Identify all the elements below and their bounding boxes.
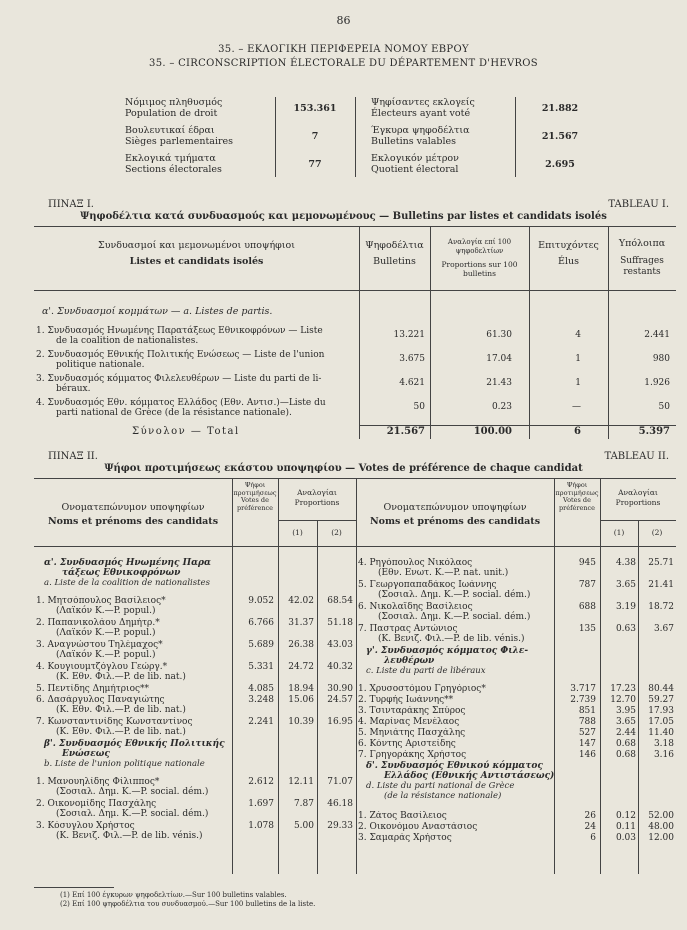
t1-header-bulletins-fr: Bulletins	[373, 256, 416, 267]
t2-candidate-votes: 4.085	[248, 684, 274, 694]
summary-label2-fr: Quotient électoral	[371, 164, 459, 175]
t1-row-rest: 980	[652, 354, 670, 364]
t1-header-bulletins-gr: Ψηφοδέλτια	[365, 240, 424, 251]
t2-list-heading-fr: a. Liste de la coalition de nationalistes	[44, 578, 210, 588]
t2-candidate-prop1: 0.68	[615, 739, 636, 749]
t1-row-rest: 1.926	[644, 378, 670, 388]
t2-candidate-name: 5. Γεωργοπαπαδάκος Ιωάννης	[358, 580, 497, 590]
t2-candidate-party: (Λαϊκόν Κ.—P. popul.)	[56, 650, 156, 660]
t2-right-header-prop-fr: Proportions	[615, 498, 661, 507]
t2-candidate-prop2: 18.72	[648, 602, 674, 612]
t2-candidate-name: 2. Οικονόμου Αναστάσιος	[358, 822, 478, 832]
t1-total-rest: 5.397	[638, 426, 670, 437]
t2-candidate-name: 7. Γρηγοράκης Χρήστος	[358, 750, 467, 760]
t2-candidate-name: 3. Τσινταράκης Σπύρος	[358, 706, 466, 716]
t1-row-elus: 1	[575, 354, 581, 364]
t2-list-heading-fr: c. Liste du parti de libéraux	[366, 666, 486, 676]
t1-row-elus: —	[572, 402, 581, 412]
t2-candidate-votes: 9.052	[248, 596, 274, 606]
t1-row-label-line2: politique nationale.	[56, 360, 145, 370]
t2-list-heading-line1: γ'. Συνδυασμός κόμματος Φιλε-	[366, 646, 529, 656]
t2-candidate-prop1: 0.03	[615, 833, 636, 843]
table1-label-french: TABLEAU I.	[608, 199, 669, 210]
t2-candidate-name: 4. Ρηγόπουλος Νικόλαος	[358, 558, 473, 568]
summary-value2: 21.882	[541, 103, 579, 114]
t2-candidate-prop2: 17.93	[648, 706, 674, 716]
t2-candidate-name: 3. Αναγνώστου Τηλέμαχος*	[36, 640, 163, 650]
t2-candidate-votes: 2.739	[570, 695, 596, 705]
t1-row-rest: 2.441	[644, 330, 670, 340]
t2-candidate-prop2: 21.41	[648, 580, 674, 590]
t2-candidate-prop2: 71.07	[327, 777, 353, 787]
t2-candidate-prop1: 2.44	[615, 728, 636, 738]
t2-candidate-prop1: 31.37	[288, 618, 314, 628]
t2-candidate-prop2: 80.44	[648, 684, 674, 694]
t1-row-bulletins: 3.675	[399, 354, 425, 364]
t2-candidate-prop1: 12.70	[610, 695, 636, 705]
t1-section-parties: α'. Συνδυασμοί κομμάτων — a. Listes de partis.	[42, 306, 273, 317]
t2-candidate-prop1: 3.65	[615, 580, 636, 590]
summary-label2-gr: Έγκυρα ψηφοδέλτια	[371, 125, 470, 136]
t2-candidate-prop1: 3.19	[615, 602, 636, 612]
t1-row-label-line2: parti national de Grèce (de la résistance nationale).	[56, 408, 292, 418]
t2-list-heading-line1: δ'. Συνδυασμός Εθνικού κόμματος	[366, 761, 543, 771]
t1-row-prop: 17.04	[486, 354, 512, 364]
t1-header-prop-fr: Proportions sur 100 bulletins	[441, 260, 518, 278]
t2-candidate-prop2: 40.32	[327, 662, 353, 672]
t2-candidate-votes: 688	[578, 602, 596, 612]
summary-value2: 21.567	[541, 131, 579, 142]
t2-right-header-n1: (1)	[613, 528, 625, 537]
t2-candidate-party: (Λαϊκόν Κ.—P. popul.)	[56, 606, 156, 616]
t2-candidate-prop2: 12.00	[648, 833, 674, 843]
t2-candidate-prop1: 15.06	[288, 695, 314, 705]
t2-candidate-prop1: 0.63	[615, 624, 636, 634]
t1-row-bulletins: 13.221	[393, 330, 425, 340]
page-number: 86	[336, 14, 351, 27]
t1-row-label-line2: de la coalition de nationalistes.	[56, 336, 199, 346]
t2-candidate-prop2: 16.95	[327, 717, 353, 727]
t2-candidate-party: (Κ. Εθν. Φιλ.—P. de lib. nat.)	[56, 727, 186, 737]
t2-candidate-prop2: 68.54	[327, 596, 353, 606]
summary-value: 7	[311, 131, 319, 142]
summary-label2-fr: Électeurs ayant voté	[371, 108, 471, 119]
t2-right-header-n2: (2)	[651, 528, 663, 537]
t2-candidate-votes: 527	[578, 728, 596, 738]
t2-candidate-party: (Κ. Εθν. Φιλ.—P. de lib. nat.)	[56, 705, 186, 715]
t1-row-prop: 61.30	[486, 330, 512, 340]
t2-list-heading-line2: τάξεως Εθνικοφρόνων	[62, 568, 181, 578]
t2-candidate-party: (Σοσιαλ. Δημ. Κ.—P. social. dém.)	[378, 590, 531, 600]
t1-header-list-fr: Listes et candidats isolés	[129, 256, 264, 267]
t2-candidate-name: 5. Πεντίδης Δημήτριος**	[36, 684, 150, 694]
t2-right-header-name-gr: Ονοματεπώνυμον υποψηφίων	[383, 502, 527, 513]
t2-candidate-name: 3. Κόσυγλου Χρήστος	[36, 821, 135, 831]
t2-candidate-votes: 1.697	[248, 799, 274, 809]
t1-row-bulletins: 4.621	[399, 378, 425, 388]
t2-list-heading-fr: d. Liste du parti national de Grèce	[366, 781, 515, 791]
t1-header-rest-fr: Suffrages restants	[620, 256, 664, 277]
t2-candidate-votes: 1.078	[248, 821, 274, 831]
summary-label-fr: Population de droit	[125, 108, 218, 119]
t2-left-header-prop-fr: Proportions	[294, 498, 340, 507]
t1-row-elus: 1	[575, 378, 581, 388]
t1-row-label-line1: 4. Συνδυασμός Εθν. κόμματος Ελλάδος (Εθν. Αντισ.)—Liste du	[36, 398, 326, 408]
t2-candidate-party: (Λαϊκόν Κ.—P. popul.)	[56, 628, 156, 638]
title-french: 35. – CIRCONSCRIPTION ÉLECTORALE DU DÉPARTEMENT D'HEVROS	[149, 58, 538, 69]
t1-header-elus-gr: Επιτυχόντες	[538, 240, 599, 251]
t1-total-bulletins: 21.567	[386, 426, 425, 437]
t1-row-bulletins: 50	[413, 402, 425, 412]
t1-row-label-line2: béraux.	[56, 384, 91, 394]
summary-label-gr: Εκλογικά τμήματα	[125, 153, 216, 164]
t1-header-elus-fr: Élus	[558, 256, 579, 267]
t1-total-label: Σύνολον — Total	[132, 426, 240, 437]
t2-candidate-name: 2. Οικονομίδης Πασχάλης	[36, 799, 157, 809]
t2-right-header-prop-gr: Αναλογίαι	[618, 488, 658, 497]
t2-candidate-party: (Σοσιαλ. Δημ. Κ.—P. social. dém.)	[378, 612, 531, 622]
t2-candidate-prop2: 46.18	[327, 799, 353, 809]
t2-candidate-name: 1. Χρυσοστόμου Γρηγόριος*	[358, 684, 486, 694]
t2-left-header-n2: (2)	[331, 528, 342, 537]
table1	[34, 226, 676, 439]
t2-candidate-prop1: 17.23	[610, 684, 636, 694]
t2-candidate-name: 2. Τυρφής Ιωάννης**	[358, 695, 454, 705]
summary-value2: 2.695	[545, 159, 575, 170]
t2-candidate-name: 1. Ζάτος Βασίλειος	[358, 811, 447, 821]
t2-list-heading-fr2: (de la résistance nationale)	[384, 791, 502, 801]
t2-candidate-party: (Εθν. Ενωτ. Κ.—P. nat. unit.)	[378, 568, 509, 578]
table2-label-greek: ΠΙΝΑΞ ΙΙ.	[48, 451, 98, 462]
t2-candidate-prop2: 11.40	[648, 728, 674, 738]
t2-candidate-name: 4. Κουγιουμτζόγλου Γεώργ.*	[36, 662, 168, 672]
t2-right-header-votes: Ψήφοι προτιμήσεως Votes de préférence	[555, 481, 599, 512]
t1-row-rest: 50	[658, 402, 670, 412]
t2-candidate-votes: 5.689	[248, 640, 274, 650]
t2-candidate-prop1: 10.39	[288, 717, 314, 727]
t2-candidate-prop2: 43.03	[327, 640, 353, 650]
t2-candidate-name: 5. Μηνιάτης Πασχάλης	[358, 728, 466, 738]
t2-candidate-votes: 6.766	[248, 618, 274, 628]
t2-candidate-prop2: 52.00	[648, 811, 674, 821]
t2-candidate-votes: 147	[578, 739, 596, 749]
t1-header-rest-gr: Υπόλοιπα	[618, 238, 666, 249]
t1-row-prop: 0.23	[491, 402, 512, 412]
t2-candidate-prop2: 3.18	[653, 739, 674, 749]
t2-candidate-votes: 787	[578, 580, 596, 590]
t2-candidate-prop2: 51.18	[327, 618, 353, 628]
t2-candidate-prop2: 3.67	[653, 624, 674, 634]
t2-list-heading-line1: α'. Συνδυασμός Ηνωμένης Παρα	[44, 558, 211, 568]
table1-label-greek: ΠΙΝΑΞ Ι.	[48, 199, 94, 210]
t2-candidate-party: (Σοσιαλ. Δημ. Κ.—P. social. dém.)	[56, 809, 209, 819]
t2-candidate-prop1: 12.11	[288, 777, 314, 787]
summary-label2-gr: Ψηφίσαντες εκλογείς	[371, 97, 475, 108]
t2-candidate-votes: 6	[590, 833, 596, 843]
t2-candidate-prop1: 3.65	[615, 717, 636, 727]
t2-candidate-prop2: 48.00	[648, 822, 674, 832]
t2-list-heading-line2: Ελλάδος (Εθνικής Αντιστάσεως)	[384, 771, 555, 781]
t2-candidate-party: (Κ. Βενιζ. Φιλ.—P. de lib. vénis.)	[56, 831, 203, 841]
t2-candidate-name: 7. Κωνσταντινίδης Κωνσταντίνος	[36, 717, 193, 727]
t1-row-label-line1: 2. Συνδυασμός Εθνικής Πολιτικής Ενώσεως — Liste de l'union	[36, 350, 325, 360]
t1-header-list-gr: Συνδυασμοί και μεμονωμένοι υποψήφιοι	[98, 240, 295, 251]
t2-candidate-prop2: 25.71	[648, 558, 674, 568]
t2-candidate-votes: 24	[584, 822, 596, 832]
t2-list-heading-fr: b. Liste de l'union politique nationale	[44, 759, 205, 769]
t2-candidate-prop1: 7.87	[293, 799, 314, 809]
t1-row-label-line1: 1. Συνδυασμός Ηνωμένης Παρατάξεως Εθνικοφρόνων — Liste	[36, 326, 323, 336]
t2-candidate-votes: 2.241	[248, 717, 274, 727]
t2-candidate-prop2: 24.57	[327, 695, 353, 705]
title-greek: 35. – ΕΚΛΟΓΙΚΗ ΠΕΡΙΦΕΡΕΙΑ ΝΟΜΟΥ ΕΒΡΟΥ	[218, 44, 469, 55]
t2-candidate-prop2: 29.33	[327, 821, 353, 831]
t2-left-header-name-fr: Noms et prénoms des candidats	[47, 516, 219, 527]
t2-candidate-prop2: 17.05	[648, 717, 674, 727]
t2-candidate-prop1: 0.68	[615, 750, 636, 760]
t1-row-prop: 21.43	[486, 378, 512, 388]
t2-candidate-name: 3. Σαμαράς Χρήστος	[358, 833, 452, 843]
summary-label-fr: Sièges parlementaires	[125, 136, 234, 147]
t2-candidate-prop1: 4.38	[615, 558, 636, 568]
t2-candidate-votes: 3.717	[570, 684, 596, 694]
t2-candidate-name: 6. Κόντης Αριστείδης	[358, 739, 456, 749]
t2-candidate-votes: 26	[584, 811, 596, 821]
t1-header-prop-gr: Αναλογία επί 100 ψηφοδελτίων	[447, 238, 512, 255]
t2-candidate-prop1: 0.12	[615, 811, 636, 821]
t2-candidate-votes: 3.248	[248, 695, 274, 705]
t2-candidate-votes: 2.612	[248, 777, 274, 787]
t1-row-elus: 4	[575, 330, 581, 340]
t2-candidate-name: 1. Μητσόπουλος Βασίλειος*	[36, 596, 166, 606]
t2-candidate-votes: 135	[578, 624, 596, 634]
table2-caption: Ψήφοι προτιμήσεως εκάστου υποψηφίου — Votes de préférence de chaque candidat	[104, 463, 583, 474]
t2-candidate-votes: 5.331	[248, 662, 274, 672]
t2-candidate-votes: 146	[578, 750, 596, 760]
t2-right-header-name-fr: Noms et prénoms des candidats	[369, 516, 541, 527]
t2-list-heading-line2: Ενώσεως	[62, 749, 110, 759]
footnote-1: (1) Επί 100 έγκυρων ψηφοδελτίων.—Sur 100 bulletins valables.	[60, 891, 287, 899]
footnote-2: (2) Επί 100 ψηφοδέλτια του συνδυασμού.—Sur 100 bulletins de la liste.	[60, 900, 316, 908]
t2-left-header-votes: Ψήφοι προτιμήσεως Votes de préférence	[233, 481, 277, 512]
t2-candidate-prop2: 3.16	[653, 750, 674, 760]
summary-label2-gr: Εκλογικόν μέτρον	[371, 153, 459, 164]
t2-candidate-name: 7. Παστρας Αντώνιος	[358, 624, 458, 634]
t2-candidate-prop1: 26.38	[288, 640, 314, 650]
t2-candidate-prop1: 0.11	[615, 822, 636, 832]
t2-left-header-name-gr: Ονοματεπώνυμον υποψηφίων	[61, 502, 205, 513]
summary-label-gr: Βουλευτικαί έδραι	[125, 125, 215, 136]
t2-left-header-prop-gr: Αναλογίαι	[297, 488, 337, 497]
t2-list-heading-line1: β'. Συνδυασμός Εθνικής Πολιτικής	[44, 739, 225, 749]
summary-label2-fr: Bulletins valables	[371, 136, 457, 147]
summary-value: 153.361	[293, 103, 337, 114]
t2-candidate-votes: 945	[578, 558, 596, 568]
t2-candidate-prop2: 59.27	[648, 695, 674, 705]
summary-value: 77	[308, 159, 322, 170]
t2-candidate-name: 2. Παπανικολάου Δημήτρ.*	[36, 618, 160, 628]
summary-label-fr: Sections électorales	[125, 164, 222, 175]
t2-candidate-prop2: 30.90	[327, 684, 353, 694]
summary-label-gr: Νόμιμος πληθυσμός	[125, 97, 223, 108]
table2-label-french: TABLEAU II.	[604, 451, 669, 462]
t2-candidate-name: 6. Νικολαΐδης Βασίλειος	[358, 602, 473, 612]
t2-candidate-name: 1. Μανουηλίδης Φίλιππος*	[36, 777, 160, 787]
t1-total-elus: 6	[574, 426, 581, 437]
t2-candidate-prop1: 42.02	[288, 596, 314, 606]
t1-row-label-line1: 3. Συνδυασμός κόμματος Φιλελευθέρων — Liste du parti de li-	[36, 374, 322, 384]
summary-block	[115, 97, 605, 177]
t2-candidate-votes: 851	[578, 706, 596, 716]
t2-candidate-prop1: 5.00	[293, 821, 314, 831]
table1-caption: Ψηφοδέλτια κατά συνδυασμούς και μεμονωμένους — Bulletins par listes et candidats isolés	[80, 211, 607, 222]
t2-candidate-party: (Κ. Βενιζ. Φιλ.—P. de lib. vénis.)	[378, 634, 525, 644]
t2-candidate-name: 6. Δασάργυλος Παναγιώτης	[36, 695, 165, 705]
t2-candidate-party: (Κ. Εθν. Φιλ.—P. de lib. nat.)	[56, 672, 186, 682]
t2-candidate-prop1: 18.94	[288, 684, 314, 694]
t2-candidate-name: 4. Μαρίνας Μενέλαος	[358, 717, 460, 727]
t2-candidate-prop1: 3.95	[615, 706, 636, 716]
t2-left-header-n1: (1)	[292, 528, 303, 537]
t1-total-prop: 100.00	[473, 426, 512, 437]
t2-candidate-prop1: 24.72	[288, 662, 314, 672]
t2-list-heading-line2: λευθέρων	[384, 656, 435, 666]
table2	[34, 478, 676, 874]
t2-candidate-party: (Σοσιαλ. Δημ. Κ.—P. social. dém.)	[56, 787, 209, 797]
t2-candidate-votes: 788	[578, 717, 596, 727]
